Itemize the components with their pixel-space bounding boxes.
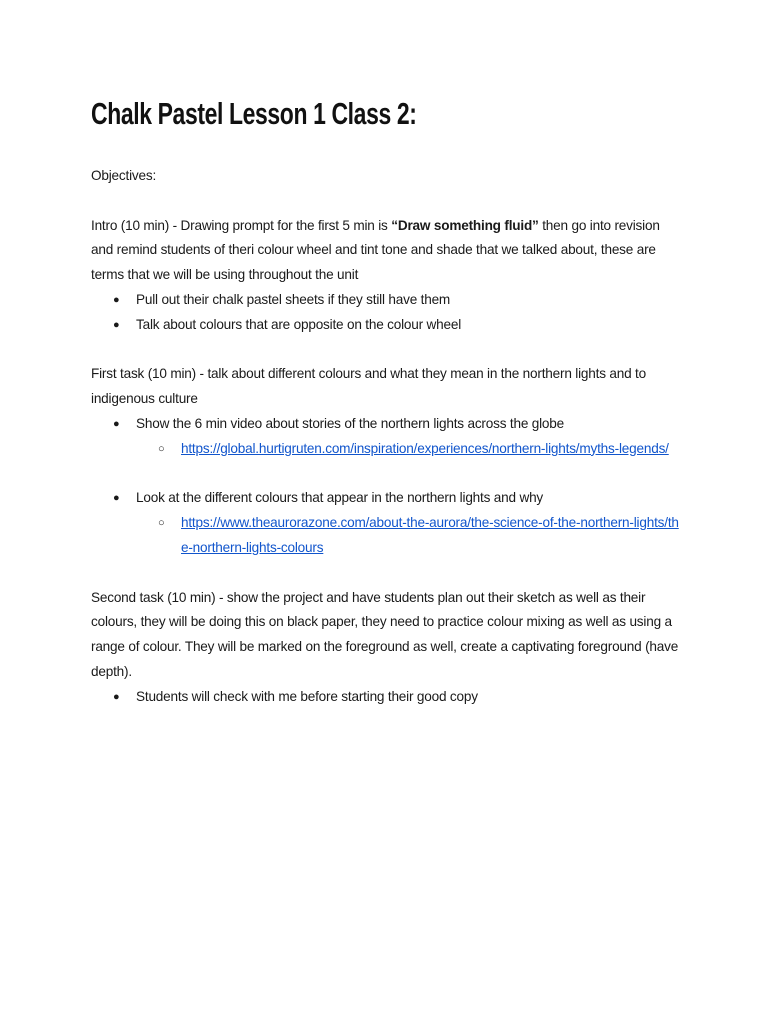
hollow-bullet-icon: ○ (158, 442, 165, 455)
spacer (91, 189, 681, 214)
intro-prompt: “Draw something fluid” (391, 217, 539, 233)
bullet-icon: ● (113, 318, 120, 331)
list-item (91, 486, 681, 560)
document-page (91, 92, 681, 710)
list-item (91, 288, 681, 313)
sub-bullet-list (136, 511, 681, 561)
sub-bullet-list (136, 437, 681, 462)
aurora-colours-link[interactable]: https://www.theaurorazone.com/about-the-aurora/the-science-of-the-northern-lights/the-northern-lights-colours (181, 515, 679, 555)
spacer (91, 561, 681, 586)
list-item (91, 685, 681, 710)
list-item (91, 412, 681, 462)
spacer (91, 338, 681, 363)
list-item-text: Show the 6 min video about stories of the northern lights across the globe (136, 415, 565, 431)
hollow-bullet-icon: ○ (158, 517, 165, 530)
list-item-text: Look at the different colours that appear in the northern lights and why (136, 490, 544, 506)
list-item-text: Talk about colours that are opposite on the colour wheel (136, 316, 462, 332)
objectives-label: Objectives: (91, 168, 157, 183)
first-task-paragraph: First task (10 min) - talk about different colours and what they mean in the northern lights and to indigenous culture (91, 366, 646, 407)
intro-bullet-list (91, 288, 681, 338)
spacer (91, 462, 681, 487)
list-item-text: Pull out their chalk pastel sheets if they still have them (136, 291, 451, 307)
myths-legends-link[interactable]: https://global.hurtigruten.com/inspiration/experiences/northern-lights/myths-legends/ (181, 440, 669, 456)
bullet-icon: ● (113, 293, 120, 306)
list-item (136, 511, 681, 561)
list-item (91, 313, 681, 338)
bullet-icon: ● (113, 417, 120, 430)
intro-suffix: then go into revision and remind students of theri colour wheel and tint tone and shade that we talked about, these are terms that we will be using throughout the unit (91, 217, 660, 283)
bullet-icon: ● (113, 492, 120, 505)
second-task-paragraph: Second task (10 min) - show the project and have students plan out their sketch as well as their colours, they will be doing this on black paper, they need to practice colour mixing as well as using a range of colour. They will be marked on the foreground as well, create a captivating foreground (have depth). (91, 589, 679, 679)
colours-bullet-list (91, 486, 681, 560)
first-task-bullet-list (91, 412, 681, 462)
second-task-bullet-list (91, 685, 681, 710)
intro-paragraph (91, 214, 681, 288)
page-title: Chalk Pastel Lesson 1 Class 2: (91, 96, 417, 131)
bullet-icon: ● (113, 690, 120, 703)
list-item-text: Students will check with me before starting their good copy (136, 688, 478, 704)
intro-prefix: Intro (10 min) - Drawing prompt for the first 5 min is (91, 217, 392, 233)
list-item (136, 437, 681, 462)
